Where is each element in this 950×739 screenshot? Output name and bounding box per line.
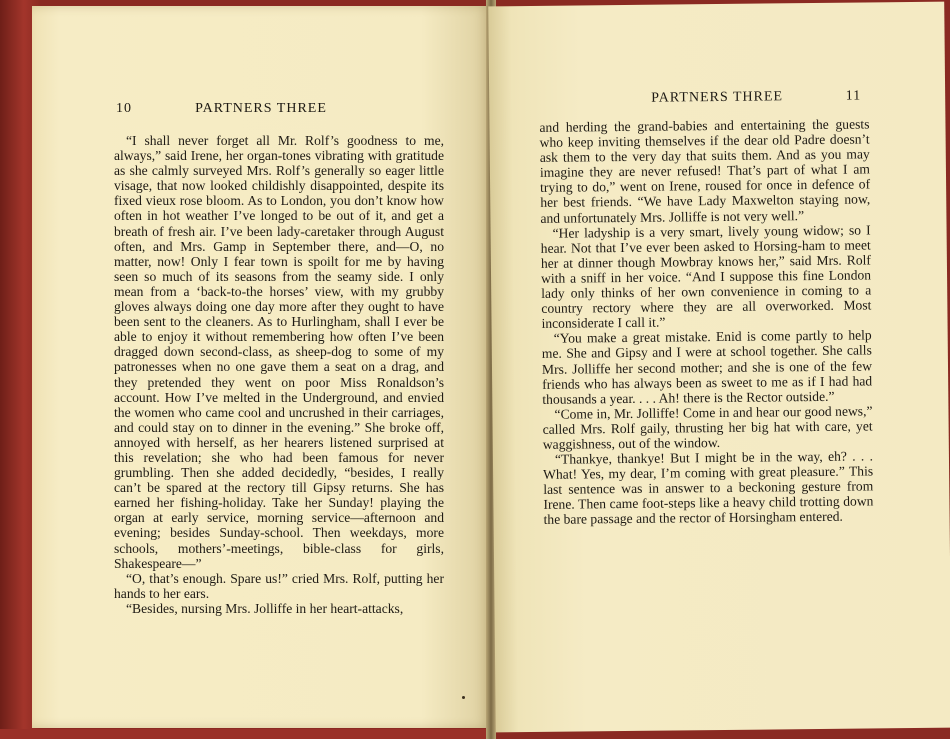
right-running-title: PARTNERS THREE — [651, 89, 784, 106]
right-page-number: 11 — [845, 88, 862, 104]
book-cover-bottom-edge — [0, 729, 490, 739]
left-running-title: PARTNERS THREE — [195, 101, 327, 116]
right-paragraph: “Thankye, thankye! But I might be in the way, eh? . . . What! Yes, my dear, I’m coming with great pleasure.” This last sentence was in answer to a beckoning gesture from Irene. Then came foot-steps like a heavy child trotting down the bare passage and the rector of Horsingham entered. — [543, 448, 874, 528]
right-paragraph: and herding the grand-babies and entertaining the guests who keep inviting themselves if the dear old Padre doesn’t ask them to the very day that suits them. And as you may imagine they are never refused! That’s part of what I am trying to do,” went on Irene, roused for once in defence of her best friends. “We have Lady Maxwelton staying now, and unfortunately Mrs. Jolliffe is not very well.” — [539, 116, 871, 226]
right-page — [488, 2, 950, 733]
left-paragraph: “Besides, nursing Mrs. Jolliffe in her heart-attacks, — [126, 600, 404, 616]
right-paragraph: “Come in, Mr. Jolliffe! Come in and hear our good news,” called Mrs. Rolf gaily, thrusting her big hat with care, yet waggishness, out of the window. — [542, 403, 873, 452]
left-page — [32, 6, 490, 728]
left-page-text — [114, 133, 444, 616]
left-paragraph: “O, that’s enough. Spare us!” cried Mrs. Rolf, putting her hands to her ears. — [114, 570, 444, 601]
right-running-head — [489, 88, 945, 106]
left-paragraph: “I shall never forget all Mr. Rolf’s goodness to me, always,” said Irene, her organ-tones vibrating with gratitude as she calmly surveyed Mrs. Rolf’s generally so eager little visage, that now looked childishly disappointed, despite its fixed vieux rose bloom. As to London, you don’t know how often in hot weather I’ve longed to be out of it, and get a breath of fresh air. I’ve been lady-caretaker through August often, and Mrs. Gamp in September there, and—O, no matter, now! Only I fear town is spoilt for me by having seen so much of its seasons from the seamy side. I only mean from a ‘back-to-the horses’ view, with my grubby gloves always doing one day more after they ought to have been sent to the cleaners. As to Hurlingham, shall I ever be able to enjoy it without remembering how often I’ve been dragged down second-class, as sheep-dog to some of my patronesses when no one gave them a seat on a drag, and they pretended they went on poor Miss Ronaldson’s account. How I’ve melted in the Underground, and envied the women who came cool and uncrushed in their carriages, and could stay on to dinner in the evening.” She broke off, annoyed with herself, as her hearers listened surprised at this revelation; she who had been famous for never grumbling. Then she added decidedly, “besides, I really can’t be spared at the rectory till Gipsy returns. She has earned her fishing-holiday. Take her Sunday! playing the organ at early service, morning service—afternoon and evening; besides Sunday-school. Then weekdays, more schools, mothers’-meetings, bible-class for girls, Shakespeare—” — [114, 133, 444, 571]
right-paragraph: “You make a great mistake. Enid is come partly to help me. She and Gipsy and I were at school together. She calls Mrs. Jolliffe her second mother; and she is one of the few friends who has always been as sweet to me as if I had had thousands a year. . . . Ah! there is the Rector outside.” — [541, 327, 873, 407]
right-paragraph: “Her ladyship is a very smart, lively young widow; so I hear. Not that I’ve ever been asked to Horsing-ham to meet her at dinner though Mowbray knows her,” said Mrs. Rolf with a sniff in her voice. “And I suppose this fine London lady only thinks of her own convenience in coming to a country rectory where they are all overworked. Most inconsiderate I call it.” — [540, 222, 872, 332]
paper-speck — [462, 696, 465, 699]
right-page-text — [539, 116, 873, 527]
left-page-number: 10 — [116, 101, 132, 116]
